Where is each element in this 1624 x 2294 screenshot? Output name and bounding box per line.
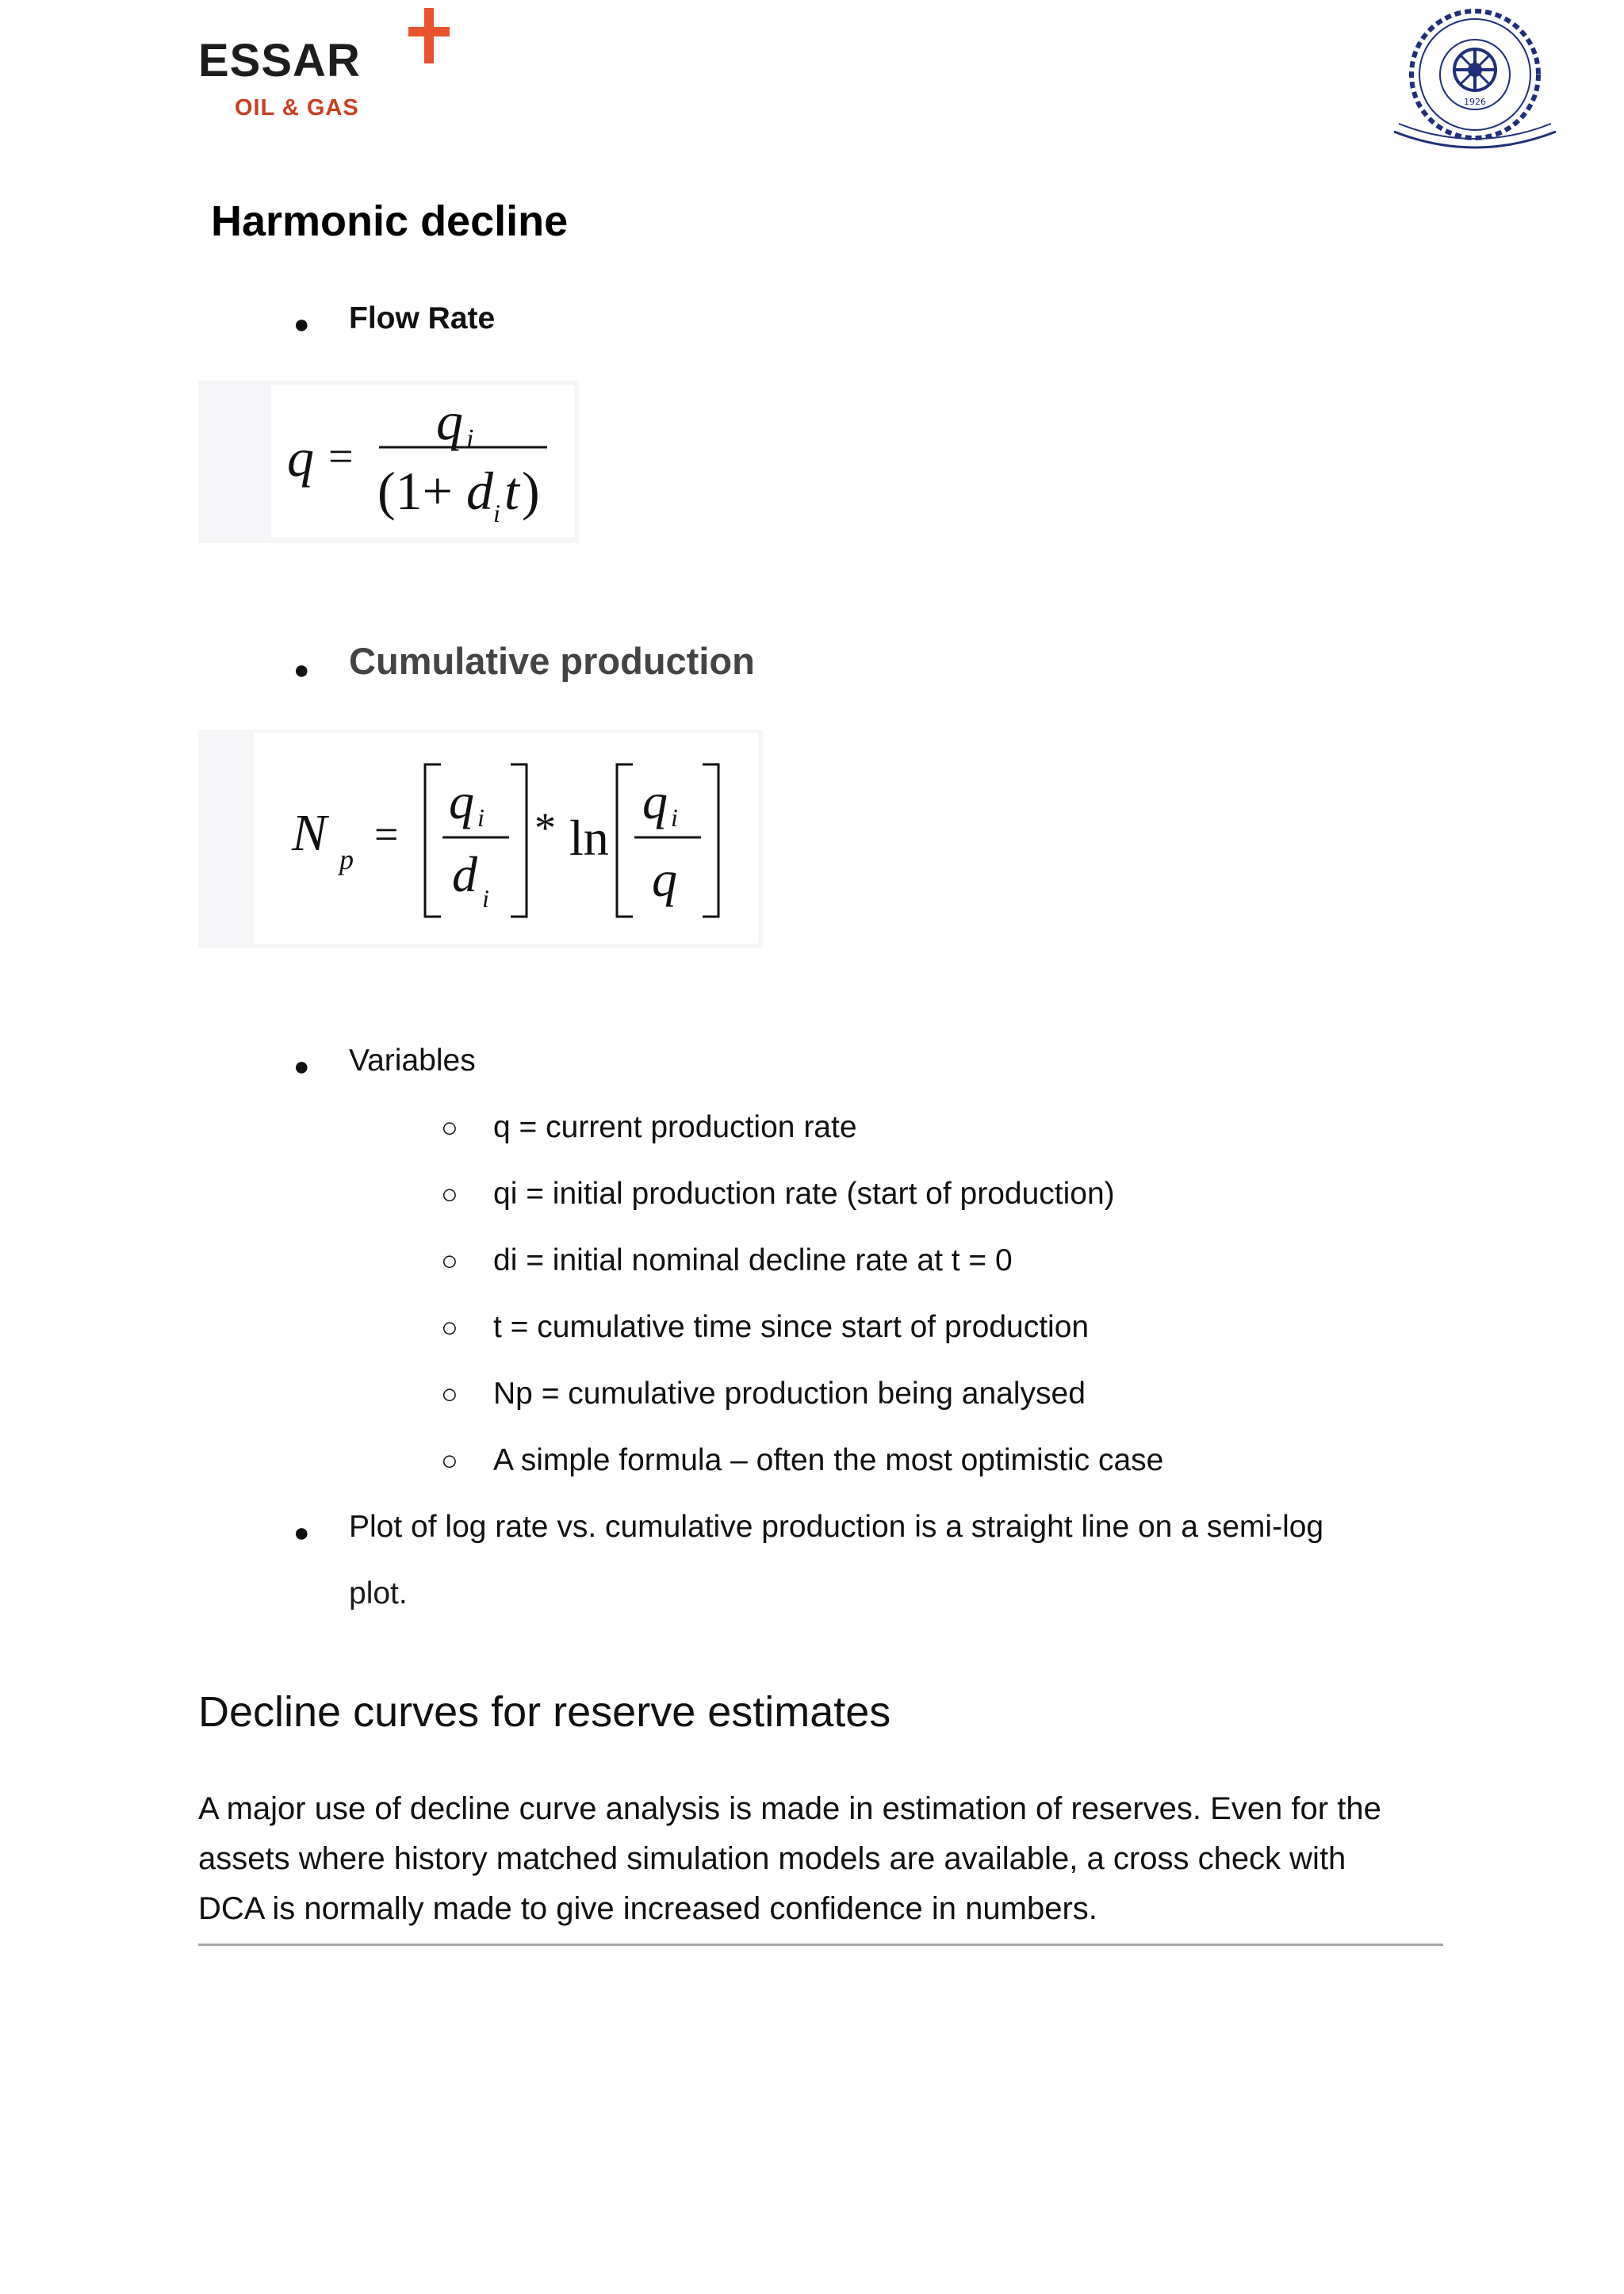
eq1-den-open: (1+ (377, 461, 453, 521)
eq2-q2: q (642, 773, 668, 829)
flow-rate-label: Flow Rate (349, 301, 496, 335)
horizontal-rule (198, 1944, 1443, 1946)
essar-plus-icon (407, 5, 451, 68)
eq2-q-sub: i (477, 803, 485, 832)
institute-seal-icon (1380, 5, 1570, 155)
eq2-lhs: N (292, 804, 327, 862)
bullet-variables (293, 1044, 476, 1082)
paragraph-line: DCA is normally made to give increased confidence in numbers. (198, 1891, 1097, 1926)
paragraph-line: A major use of decline curve analysis is made in estimation of reserves. Even for the (198, 1791, 1381, 1826)
circle-bullet-icon: ○ (441, 1178, 458, 1210)
essar-logo-tagline: OIL & GAS (235, 95, 359, 121)
variable-item: ○ qi = initial production rate (start of production) (441, 1177, 1115, 1211)
eq1-den-sub: i (493, 499, 500, 527)
bullet-plot-note (293, 1510, 1323, 1549)
eq1-den-t: t (504, 461, 519, 521)
eq2-times: * (534, 804, 556, 852)
bullet-icon: ● (293, 655, 310, 686)
bullet-icon: ● (293, 1518, 310, 1549)
cumulative-equation (198, 730, 763, 948)
eq2-d: d (452, 846, 477, 902)
essar-logo (198, 5, 460, 124)
eq2-ln: ln (569, 810, 609, 866)
eq2-q2-sub: i (671, 803, 678, 832)
variable-item: ○ A simple formula – often the most optimistic case (441, 1443, 1164, 1477)
variable-item: ○ di = initial nominal decline rate at t = 0 (441, 1243, 1013, 1277)
bullet-cumulative-production (293, 639, 755, 686)
circle-bullet-icon: ○ (441, 1311, 458, 1343)
eq2-equals: = (374, 810, 399, 858)
eq1-equals: = (328, 432, 354, 481)
plot-note-line2: plot. (349, 1576, 408, 1610)
reserve-estimates-paragraph (198, 1784, 1451, 1934)
flow-rate-formula (198, 381, 579, 543)
circle-bullet-icon: ○ (441, 1377, 458, 1410)
eq1-lhs: q (287, 427, 314, 488)
eq1-num-sub: i (466, 424, 474, 454)
eq2-d-sub: i (482, 884, 489, 913)
page-title: Harmonic decline (211, 197, 569, 245)
eq2-qden: q (652, 851, 677, 907)
section-heading: Decline curves for reserve estimates (198, 1688, 891, 1736)
essar-logo-name: ESSAR (198, 35, 361, 86)
paragraph-line: assets where history matched simulation models are available, a cross check with (198, 1841, 1346, 1876)
cumulative-formula (198, 730, 763, 948)
eq1-num: q (436, 391, 463, 451)
bullet-icon: ● (293, 1051, 310, 1082)
plot-note-line1: Plot of log rate vs. cumulative production is a straight line on a semi-log (349, 1510, 1324, 1544)
eq1-den-close: ) (522, 461, 540, 521)
institute-seal (1380, 5, 1570, 155)
seal-year: 1926 (1464, 97, 1486, 107)
variable-item: ○ t = cumulative time since start of production (441, 1310, 1090, 1344)
bullet-icon: ● (293, 309, 310, 340)
variables-label: Variables (349, 1044, 476, 1078)
eq2-q: q (449, 773, 474, 829)
eq1-den-d: d (466, 461, 493, 521)
flow-rate-equation (198, 381, 579, 543)
cumulative-label: Cumulative production (349, 640, 755, 682)
circle-bullet-icon: ○ (441, 1444, 458, 1476)
circle-bullet-icon: ○ (441, 1244, 458, 1277)
variable-item: ○ q = current production rate (441, 1110, 857, 1144)
variable-item: ○ Np = cumulative production being analysed (441, 1377, 1086, 1411)
eq2-lhs-sub: p (339, 844, 354, 875)
bullet-flow-rate (293, 301, 495, 340)
circle-bullet-icon: ○ (441, 1111, 458, 1143)
